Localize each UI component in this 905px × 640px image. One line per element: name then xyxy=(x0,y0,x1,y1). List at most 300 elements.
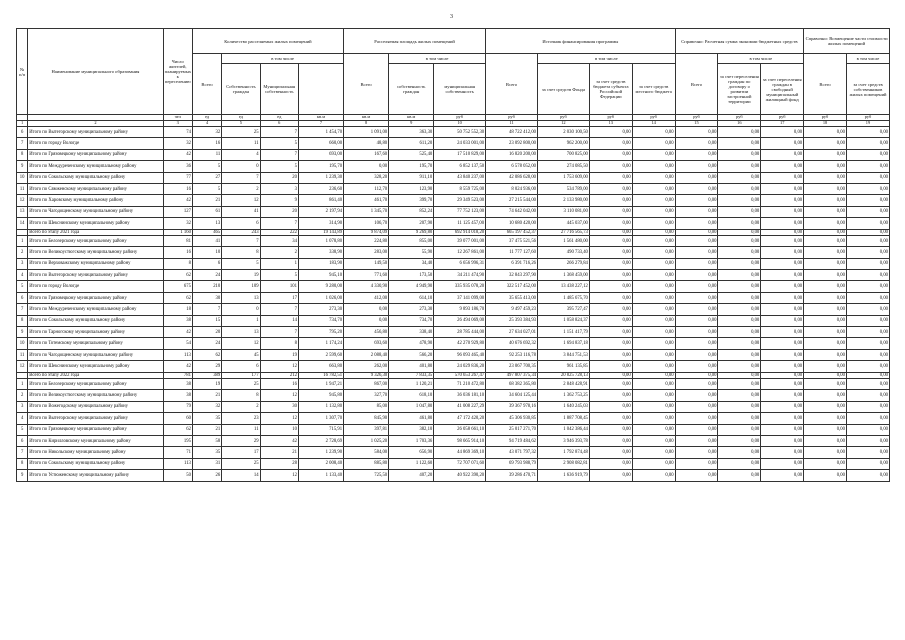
value-cell: 62 xyxy=(163,424,192,435)
value-cell: 0,00 xyxy=(632,127,675,138)
value-cell: 47 172 420,20 xyxy=(434,413,486,424)
value-cell: 0,00 xyxy=(675,138,718,149)
value-cell: 1 887 708,45 xyxy=(538,413,590,424)
value-cell: 0,00 xyxy=(675,292,718,303)
value-cell: 10 680 420,00 xyxy=(486,218,538,229)
value-cell: 127 xyxy=(163,206,192,217)
value-cell: 0,00 xyxy=(589,413,632,424)
value-cell: 0,00 xyxy=(589,424,632,435)
row-number: 4 xyxy=(17,270,28,281)
table-row xyxy=(17,235,890,246)
value-cell: 9 893 186,70 xyxy=(434,304,486,315)
value-cell: 0,00 xyxy=(589,172,632,183)
value-cell: 2 xyxy=(222,401,260,412)
value-cell: 0,00 xyxy=(632,378,675,389)
value-cell: 42 xyxy=(163,327,192,338)
value-cell: 61 xyxy=(192,206,221,217)
value-cell: 0,00 xyxy=(632,315,675,326)
value-cell: 39 286 470,71 xyxy=(486,470,538,481)
value-cell: 0,00 xyxy=(589,161,632,172)
column-number: 19 xyxy=(846,121,889,127)
value-cell: 0,00 xyxy=(804,315,847,326)
value-cell: 74 642 042,00 xyxy=(486,206,538,217)
value-cell: 38 xyxy=(163,390,192,401)
value-cell: 29 349 523,00 xyxy=(434,195,486,206)
municipality-name: Итого по Сокольскому муниципальному району xyxy=(28,315,163,326)
value-cell: 0,00 xyxy=(761,327,804,338)
value-cell: 0,00 xyxy=(675,361,718,372)
value-cell: 9 497 459,23 xyxy=(486,304,538,315)
value-cell: 656,90 xyxy=(389,447,434,458)
value-cell: 27 716 565,73 xyxy=(538,229,590,235)
value-cell: 3 110 081,00 xyxy=(538,206,590,217)
value-cell: 665 197 452,37 xyxy=(486,229,538,235)
municipality-name: Итого по Грязовецкому муниципальному району xyxy=(28,149,163,160)
value-cell: 273,30 xyxy=(298,304,343,315)
value-cell: 0,00 xyxy=(718,149,761,160)
unit-cell: руб xyxy=(804,115,847,121)
value-cell: 29 xyxy=(222,435,260,446)
value-cell: 0,00 xyxy=(675,413,718,424)
unit-cell: кв.м xyxy=(344,115,389,121)
value-cell: 0,00 xyxy=(761,270,804,281)
row-number: 9 xyxy=(17,161,28,172)
value-cell: 389 xyxy=(192,372,221,378)
value-cell: 35 xyxy=(192,413,221,424)
value-cell: 6 578 052,00 xyxy=(486,161,538,172)
column-number: 18 xyxy=(804,121,847,127)
value-cell: 0,00 xyxy=(804,413,847,424)
value-cell: 6 xyxy=(222,218,260,229)
value-cell: 13 xyxy=(222,292,260,303)
value-cell: 0,00 xyxy=(589,138,632,149)
value-cell: 490 733,40 xyxy=(538,247,590,258)
municipality-name: Итого по Харовскому муниципальному району xyxy=(28,195,163,206)
value-cell: 456,80 xyxy=(344,327,389,338)
column-number: 3 xyxy=(163,121,192,127)
value-cell: 12 xyxy=(260,413,298,424)
value-cell: 23 067 700,35 xyxy=(486,361,538,372)
value-cell: 40 676 692,32 xyxy=(486,338,538,349)
value-cell: 0,00 xyxy=(846,401,889,412)
value-cell: 0,00 xyxy=(675,372,718,378)
value-cell: 0,00 xyxy=(632,138,675,149)
value-cell: 611,20 xyxy=(389,138,434,149)
value-cell: 1 753 609,00 xyxy=(538,172,590,183)
value-cell: 0,00 xyxy=(632,229,675,235)
value-cell: 9 874,09 xyxy=(344,229,389,235)
value-cell: 25 017 271,70 xyxy=(486,424,538,435)
value-cell: 5 xyxy=(260,161,298,172)
value-cell: 0,00 xyxy=(846,183,889,194)
value-cell: 17 xyxy=(260,292,298,303)
value-cell: 39 077 001,00 xyxy=(434,235,486,246)
value-cell: 6 xyxy=(222,361,260,372)
value-cell: 734,70 xyxy=(298,315,343,326)
value-cell: 1 058 824,37 xyxy=(538,315,590,326)
value-cell: 274 085,50 xyxy=(538,161,590,172)
table-row xyxy=(17,447,890,458)
value-cell: 660,00 xyxy=(298,138,343,149)
row-number: 8 xyxy=(17,149,28,160)
value-cell: 0,00 xyxy=(632,458,675,469)
value-cell: 0,00 xyxy=(675,435,718,446)
value-cell: 32 xyxy=(192,401,221,412)
value-cell: 618,10 xyxy=(389,390,434,401)
value-cell: 663,80 xyxy=(298,361,343,372)
value-cell: 1 026,00 xyxy=(298,292,343,303)
value-cell: 0,00 xyxy=(718,247,761,258)
value-cell: 16 xyxy=(192,138,221,149)
value-cell: 74 xyxy=(163,127,192,138)
value-cell: 0,00 xyxy=(761,338,804,349)
value-cell: 382,10 xyxy=(389,424,434,435)
value-cell: 48 722 412,00 xyxy=(486,127,538,138)
value-cell: 675 xyxy=(163,281,192,292)
value-cell: 0,00 xyxy=(675,315,718,326)
value-cell: 55,90 xyxy=(389,247,434,258)
value-cell: 34 xyxy=(260,235,298,246)
value-cell: 0,00 xyxy=(846,304,889,315)
value-cell: 0,00 xyxy=(632,361,675,372)
value-cell: 32 xyxy=(192,127,221,138)
value-cell: 7 xyxy=(260,218,298,229)
value-cell: 0,00 xyxy=(761,172,804,183)
row-number: 3 xyxy=(17,258,28,269)
value-cell: 328,20 xyxy=(344,172,389,183)
value-cell: 0,00 xyxy=(804,378,847,389)
value-cell: 0,00 xyxy=(846,161,889,172)
value-cell: 38 xyxy=(163,378,192,389)
value-cell: 0,00 xyxy=(761,349,804,360)
value-cell: 1 174,24 xyxy=(298,338,343,349)
value-cell: 11 xyxy=(192,149,221,160)
value-cell: 41 xyxy=(222,206,260,217)
value-cell: 3 946 393,78 xyxy=(538,435,590,446)
header-regional: за счет средств бюджета субъекта Российской Федерации xyxy=(589,64,632,115)
table-row xyxy=(17,338,890,349)
value-cell: 0,00 xyxy=(846,218,889,229)
value-cell: 9 280,00 xyxy=(298,281,343,292)
value-cell: 0,00 xyxy=(761,218,804,229)
value-cell: 0,00 xyxy=(804,149,847,160)
value-cell: 534 789,00 xyxy=(538,183,590,194)
value-cell: 0,00 xyxy=(675,349,718,360)
value-cell: 771,60 xyxy=(344,270,389,281)
row-number: 2 xyxy=(17,390,28,401)
value-cell: 1 078,80 xyxy=(298,235,343,246)
value-cell: 0,00 xyxy=(804,435,847,446)
value-cell: 322 517 452,00 xyxy=(486,281,538,292)
value-cell: 0,00 xyxy=(718,195,761,206)
value-cell: 0,00 xyxy=(718,372,761,378)
municipality-name: Итого по Великоустюгскому муниципальному району xyxy=(28,390,163,401)
value-cell: 1 454,70 xyxy=(298,127,343,138)
row-number: 3 xyxy=(17,401,28,412)
value-cell: 72 707 071,60 xyxy=(434,458,486,469)
value-cell: 41 xyxy=(192,235,221,246)
column-number: 4 xyxy=(192,121,221,127)
table-row xyxy=(17,161,890,172)
header-local: за счет средств местного бюджета xyxy=(632,64,675,115)
value-cell: 17 510 829,00 xyxy=(434,149,486,160)
municipality-name: Итого по Междуреченскому муниципальному району xyxy=(28,304,163,315)
value-cell: 71 210 472,80 xyxy=(434,378,486,389)
value-cell: 0,00 xyxy=(804,424,847,435)
value-cell: 0,00 xyxy=(718,413,761,424)
value-cell: 14 xyxy=(222,470,260,481)
value-cell: 25 xyxy=(222,458,260,469)
value-cell: 0,00 xyxy=(718,401,761,412)
value-cell: 1 362 753,25 xyxy=(538,390,590,401)
value-cell: 50 xyxy=(163,470,192,481)
value-cell: 0,00 xyxy=(804,281,847,292)
value-cell: 42 xyxy=(260,435,298,446)
value-cell: 8 xyxy=(222,390,260,401)
value-cell: 0,00 xyxy=(846,149,889,160)
value-cell: 0,00 xyxy=(632,281,675,292)
value-cell: 17 xyxy=(222,447,260,458)
table-row xyxy=(17,270,890,281)
municipality-name: Итого по Вытегорскому муниципальному району xyxy=(28,413,163,424)
value-cell: 0,00 xyxy=(846,327,889,338)
row-number: 11 xyxy=(17,183,28,194)
value-cell: 0,00 xyxy=(846,435,889,446)
value-cell: 5 xyxy=(192,183,221,194)
value-cell: 795,20 xyxy=(298,327,343,338)
header-municipality: Наименование муниципального образования xyxy=(28,29,163,115)
value-cell: 1 133,40 xyxy=(298,470,343,481)
value-cell: 0,00 xyxy=(589,401,632,412)
column-number: 10 xyxy=(434,121,486,127)
value-cell: 0,00 xyxy=(589,270,632,281)
value-cell: 0,00 xyxy=(718,424,761,435)
row-number: 12 xyxy=(17,195,28,206)
value-cell: 0,00 xyxy=(589,206,632,217)
unit-cell: чел xyxy=(163,115,192,121)
header-count-total: Всего xyxy=(192,54,221,115)
value-cell: 273,30 xyxy=(389,304,434,315)
value-cell: 8 xyxy=(260,338,298,349)
value-cell: 16 820 200,00 xyxy=(486,149,538,160)
value-cell: 183,90 xyxy=(298,258,343,269)
value-cell: 0,00 xyxy=(589,304,632,315)
value-cell: 43 840 237,00 xyxy=(434,172,486,183)
value-cell: 0,00 xyxy=(632,304,675,315)
value-cell: 48,80 xyxy=(344,138,389,149)
row-number: 12 xyxy=(17,361,28,372)
value-cell: 0,00 xyxy=(804,470,847,481)
municipality-name: Итого по Сямженскому муниципальному району xyxy=(28,183,163,194)
value-cell: 0,00 xyxy=(846,247,889,258)
header-owner-funds: за счет средств собственников жилых помещений xyxy=(846,64,889,115)
value-cell: 11 xyxy=(222,424,260,435)
value-cell: 0,00 xyxy=(632,218,675,229)
value-cell: 0,00 xyxy=(846,413,889,424)
header-econ-contract: за счет переселения граждан по договору о развитии застроенной территории xyxy=(718,64,761,115)
unit-cell: руб xyxy=(675,115,718,121)
value-cell: 7 xyxy=(260,327,298,338)
value-cell: 0,00 xyxy=(589,218,632,229)
value-cell: 0,00 xyxy=(675,206,718,217)
value-cell: 8 024 936,00 xyxy=(486,183,538,194)
value-cell: 43 071 797,32 xyxy=(486,447,538,458)
value-cell: 0,00 xyxy=(632,149,675,160)
value-cell: 25 xyxy=(222,378,260,389)
value-cell: 497 807 375,34 xyxy=(486,372,538,378)
value-cell: 6 852 137,50 xyxy=(434,161,486,172)
value-cell: 0,00 xyxy=(846,315,889,326)
value-cell: 0,00 xyxy=(846,378,889,389)
value-cell: 24 xyxy=(192,338,221,349)
value-cell: 0,00 xyxy=(846,470,889,481)
value-cell: 407,20 xyxy=(389,470,434,481)
header-ref2-incl: в том числе xyxy=(846,54,889,64)
value-cell: 0,00 xyxy=(718,349,761,360)
header-group-funding: Источник финансирования программы xyxy=(486,29,675,54)
header-municipal-area: муниципальная собственность xyxy=(434,64,486,115)
value-cell: 195,70 xyxy=(389,161,434,172)
value-cell: 236,60 xyxy=(298,183,343,194)
value-cell: 0,00 xyxy=(589,378,632,389)
value-cell: 5 xyxy=(260,270,298,281)
value-cell: 2 908 082,81 xyxy=(538,458,590,469)
municipality-name: Итого по Устюженскому муниципальному району xyxy=(28,470,163,481)
value-cell: 2 xyxy=(222,183,260,194)
value-cell: 1 120,21 xyxy=(389,378,434,389)
value-cell: 27 xyxy=(192,172,221,183)
column-number: 6 xyxy=(260,121,298,127)
value-cell: 0,00 xyxy=(675,401,718,412)
value-cell: 39 367 978,16 xyxy=(486,401,538,412)
value-cell: 0,00 xyxy=(675,149,718,160)
value-cell: 0,00 xyxy=(846,281,889,292)
value-cell: 0,00 xyxy=(718,270,761,281)
value-cell: 0,00 xyxy=(761,361,804,372)
value-cell: 0,00 xyxy=(675,470,718,481)
value-cell: 32 xyxy=(163,138,192,149)
value-cell: 0,00 xyxy=(589,258,632,269)
value-cell: 885,80 xyxy=(344,458,389,469)
value-cell: 0,00 xyxy=(632,161,675,172)
value-cell: 1 239,30 xyxy=(298,172,343,183)
value-cell: 210 xyxy=(192,281,221,292)
row-number: 10 xyxy=(17,172,28,183)
value-cell: 35 xyxy=(192,447,221,458)
value-cell: 11 125 457,00 xyxy=(434,218,486,229)
municipality-name: Итого по Грязовецкому муниципальному району xyxy=(28,292,163,303)
value-cell: 23 092 800,00 xyxy=(486,138,538,149)
table-body xyxy=(17,127,890,482)
value-cell: 0,00 xyxy=(675,218,718,229)
value-cell: 1 561 480,00 xyxy=(538,235,590,246)
value-cell: 0,00 xyxy=(632,206,675,217)
municipality-name: Итого по Вытегорскому муниципальному району xyxy=(28,270,163,281)
value-cell: 101 xyxy=(260,281,298,292)
municipality-name: Итого по Вожегодскому муниципальному району xyxy=(28,401,163,412)
value-cell: 0,00 xyxy=(718,235,761,246)
value-cell: 62 xyxy=(163,270,192,281)
value-cell: 112,70 xyxy=(344,183,389,194)
column-number: 11 xyxy=(486,121,538,127)
value-cell: 19 xyxy=(192,378,221,389)
unit-cell: руб xyxy=(846,115,889,121)
value-cell: 20 825 728,13 xyxy=(538,372,590,378)
value-cell: 10 xyxy=(260,424,298,435)
value-cell: 1 239,90 xyxy=(298,447,343,458)
value-cell: 0,00 xyxy=(718,470,761,481)
value-cell: 0,00 xyxy=(718,378,761,389)
value-cell: 167,60 xyxy=(344,149,389,160)
unit-cell: руб xyxy=(434,115,486,121)
header-private-extra xyxy=(298,64,343,115)
column-number: 8 xyxy=(344,121,389,127)
value-cell: 0,00 xyxy=(761,315,804,326)
value-cell: 0,00 xyxy=(718,183,761,194)
value-cell: 85,00 xyxy=(344,401,389,412)
value-cell: 81 xyxy=(163,235,192,246)
value-cell: 243 xyxy=(222,229,260,235)
value-cell: 0,00 xyxy=(675,281,718,292)
value-cell: 0,00 xyxy=(846,390,889,401)
value-cell: 0,00 xyxy=(632,447,675,458)
value-cell: 0,00 xyxy=(846,361,889,372)
value-cell: 30 xyxy=(192,292,221,303)
value-cell: 0,00 xyxy=(344,161,389,172)
value-cell: 0,00 xyxy=(589,315,632,326)
table-row xyxy=(17,315,890,326)
value-cell: 77 xyxy=(163,172,192,183)
table-row xyxy=(17,247,890,258)
value-cell: 0,00 xyxy=(846,195,889,206)
value-cell: 1 047,80 xyxy=(389,401,434,412)
value-cell: 0,00 xyxy=(718,292,761,303)
value-cell: 149,50 xyxy=(344,258,389,269)
value-cell: 13 438 227,12 xyxy=(538,281,590,292)
value-cell: 21 xyxy=(192,424,221,435)
municipality-name: Итого по Белозерскому муниципальному району xyxy=(28,378,163,389)
value-cell: 0,00 xyxy=(718,447,761,458)
value-cell: 4 xyxy=(222,149,260,160)
value-cell: 109 xyxy=(222,281,260,292)
value-cell: 27 634 027,01 xyxy=(486,327,538,338)
value-cell: 0,00 xyxy=(761,435,804,446)
value-cell: 12 xyxy=(222,338,260,349)
table-row xyxy=(17,195,890,206)
table-row xyxy=(17,304,890,315)
table-row xyxy=(17,413,890,424)
value-cell: 0,00 xyxy=(675,247,718,258)
value-cell: 0,00 xyxy=(761,183,804,194)
value-cell: 19 143,89 xyxy=(298,229,343,235)
value-cell: 0,00 xyxy=(632,258,675,269)
value-cell: 0,00 xyxy=(804,270,847,281)
value-cell: 0,00 xyxy=(846,270,889,281)
value-cell: 0,00 xyxy=(589,195,632,206)
municipality-name: Итого по Сокольскому муниципальному району xyxy=(28,458,163,469)
value-cell: 465 xyxy=(192,229,221,235)
value-cell: 0,00 xyxy=(632,372,675,378)
value-cell: 12 xyxy=(260,470,298,481)
value-cell: 7 xyxy=(260,127,298,138)
value-cell: 0,00 xyxy=(589,327,632,338)
value-cell: 41 008 227,29 xyxy=(434,401,486,412)
value-cell: 79 xyxy=(163,401,192,412)
value-cell: 412,00 xyxy=(344,292,389,303)
value-cell: 42 086 628,00 xyxy=(486,172,538,183)
value-cell: 123,90 xyxy=(389,183,434,194)
value-cell: 0,00 xyxy=(632,183,675,194)
